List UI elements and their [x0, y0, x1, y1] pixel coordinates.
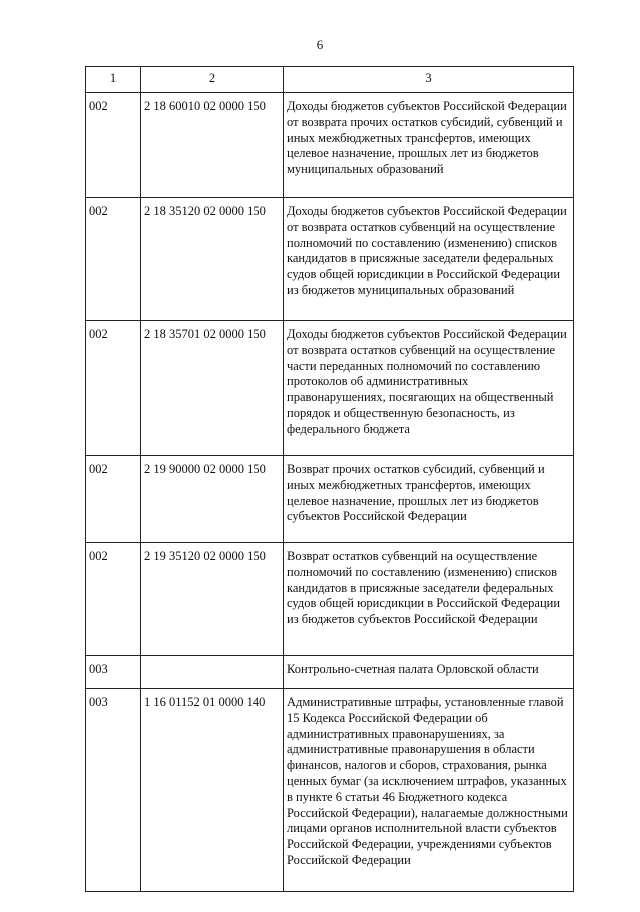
budget-code-cell: 2 19 35120 02 0000 150: [141, 543, 284, 656]
budget-code-cell: 1 16 01152 01 0000 140: [141, 689, 284, 892]
column-header-3: 3: [284, 67, 574, 93]
budget-code-cell: [141, 656, 284, 689]
column-header-1: 1: [86, 67, 141, 93]
admin-code-cell: 003: [86, 656, 141, 689]
column-header-2: 2: [141, 67, 284, 93]
revenue-name-cell: Доходы бюджетов субъектов Российской Федерации от возврата остатков субвенций на осуществление полномочий по составлению (изменению) списков кандидатов в присяжные заседатели федеральных судов общей юрисдикции в Российской Федерации из бюджетов муниципальных образований: [284, 198, 574, 321]
admin-code-cell: 002: [86, 198, 141, 321]
revenue-name-cell: Контрольно-счетная палата Орловской области: [284, 656, 574, 689]
table-row: [86, 456, 574, 543]
admin-code-cell: 002: [86, 543, 141, 656]
budget-code-cell: 2 18 60010 02 0000 150: [141, 93, 284, 198]
table-header-row: [86, 67, 574, 93]
page-number: 6: [316, 37, 324, 52]
revenue-name-cell: Административные штрафы, установленные главой 15 Кодекса Российской Федерации об административных правонарушениях, за административные правонарушения в области финансов, налогов и сборов, страхования, рынка ценных бумаг (за исключением штрафов, указанных в пункте 6 статьи 46 Бюджетного кодекса Российской Федерации), налагаемые должностными лицами органов исполнительной власти субъектов Российской Федерации, учреждениями субъектов Российской Федерации: [284, 689, 574, 892]
admin-code-cell: 003: [86, 689, 141, 892]
revenue-codes-table: [85, 66, 574, 892]
admin-code-cell: 002: [86, 321, 141, 456]
table-row: [86, 656, 574, 689]
budget-code-cell: 2 18 35701 02 0000 150: [141, 321, 284, 456]
admin-code-cell: 002: [86, 93, 141, 198]
budget-code-cell: 2 19 90000 02 0000 150: [141, 456, 284, 543]
revenue-name-cell: Возврат остатков субвенций на осуществление полномочий по составлению (изменению) списков кандидатов в присяжные заседатели федеральных судов общей юрисдикции в Российской Федерации из бюджетов субъектов Российской Федерации: [284, 543, 574, 656]
table-row: [86, 543, 574, 656]
table-row: [86, 689, 574, 892]
budget-code-cell: 2 18 35120 02 0000 150: [141, 198, 284, 321]
table-row: [86, 93, 574, 198]
table-row: [86, 321, 574, 456]
revenue-name-cell: Доходы бюджетов субъектов Российской Федерации от возврата остатков субвенций на осуществление части переданных полномочий по составлению протоколов об административных правонарушениях, посягающих на общественный порядок и общественную безопасность, из федерального бюджета: [284, 321, 574, 456]
revenue-name-cell: Возврат прочих остатков субсидий, субвенций и иных межбюджетных трансфертов, имеющих целевое назначение, прошлых лет из бюджетов субъектов Российской Федерации: [284, 456, 574, 543]
revenue-name-cell: Доходы бюджетов субъектов Российской Федерации от возврата прочих остатков субсидий, субвенций и иных межбюджетных трансфертов, имеющих целевое назначение, прошлых лет из бюджетов муниципальных образований: [284, 93, 574, 198]
admin-code-cell: 002: [86, 456, 141, 543]
table-row: [86, 198, 574, 321]
